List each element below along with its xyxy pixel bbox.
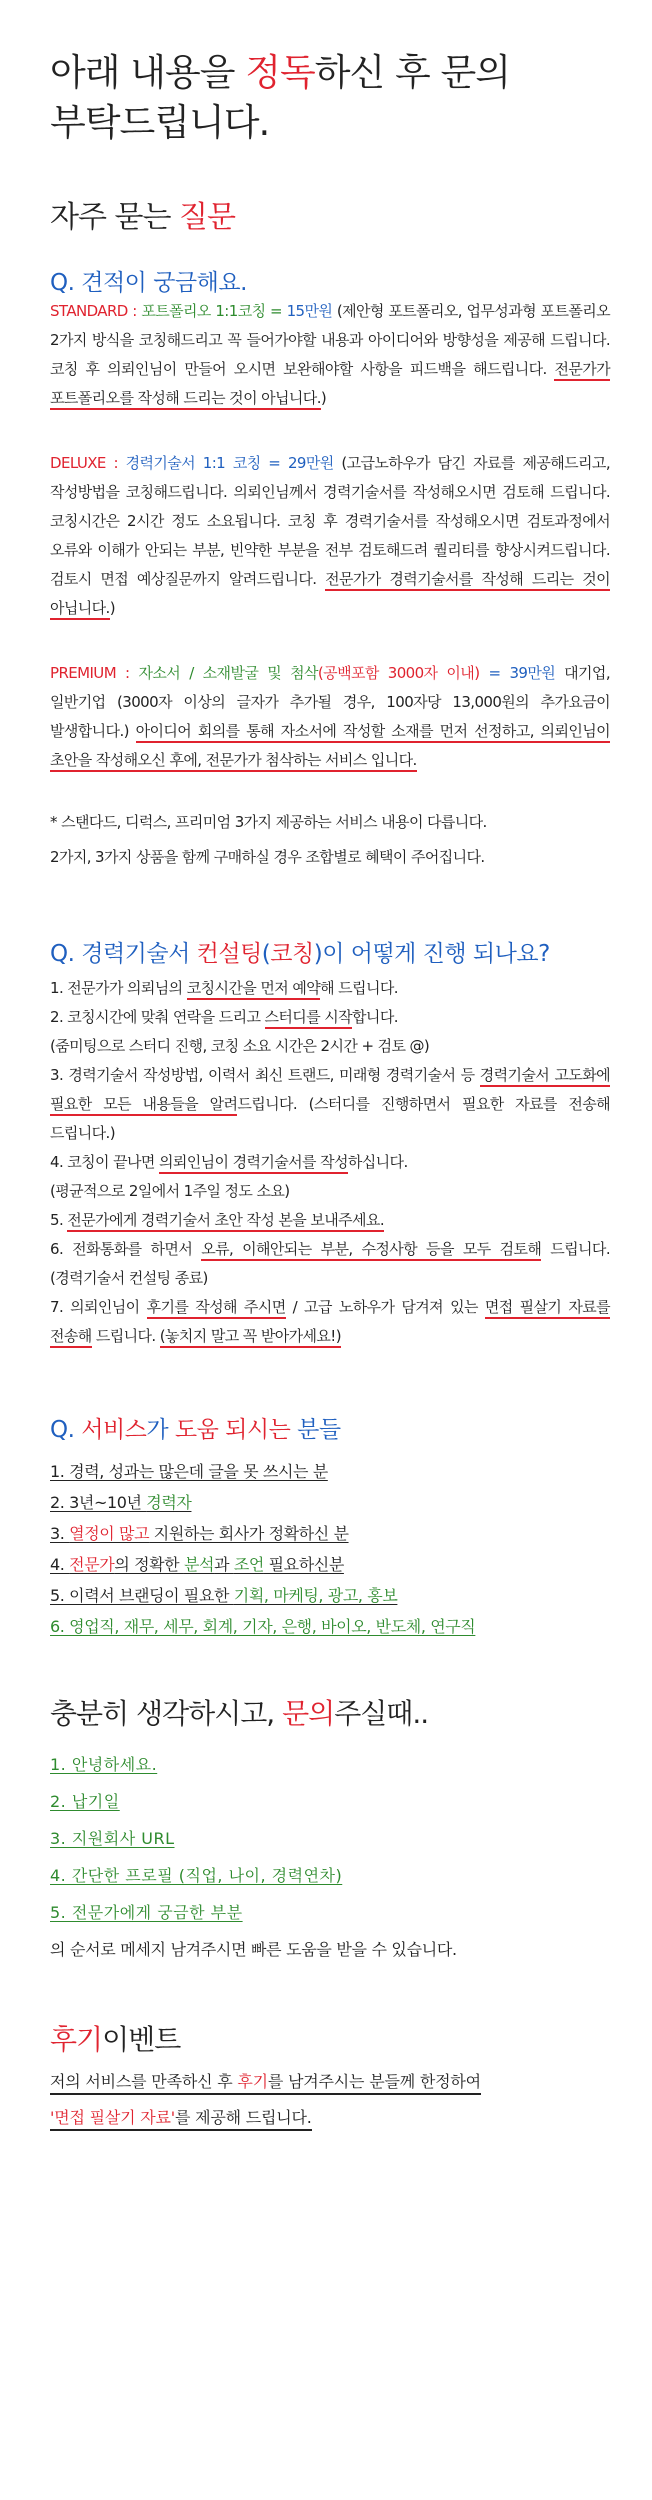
event-text: 저의 서비스를 만족하신 후 <box>50 2072 238 2091</box>
inquiry-item: 1. 안녕하세요. <box>50 1755 158 1774</box>
step-emphasis: 면접 필살기 자료를 전송해 <box>50 1298 610 1348</box>
q3-heading-text: 분들 <box>290 1417 341 1443</box>
step-emphasis: 의뢰인님이 경력기술서를 작성 <box>159 1153 348 1174</box>
inquiry-item: 4. 간단한 프로필 (직업, 나이, 경력연차) <box>50 1866 343 1885</box>
package-price: 15만원 <box>286 302 333 320</box>
event-text: 를 남겨주시는 분들께 한정하여 <box>267 2072 481 2091</box>
package-product: 포트폴리오 1:1코칭 = <box>141 302 287 320</box>
inquiry-closing: 의 순서로 메세지 남겨주시면 빠른 도움을 받을 수 있습니다. <box>50 1940 457 1959</box>
q3-heading-highlight: 도움 되시는 <box>174 1417 291 1443</box>
target-text: 과 <box>214 1555 234 1574</box>
step-text: 해 드립니다. <box>320 979 398 997</box>
step-text: 5. <box>50 1211 68 1229</box>
target-customers <box>50 1456 610 1642</box>
q3-heading-text: Q. <box>50 1417 82 1443</box>
faq-title <box>50 192 610 236</box>
target-item <box>50 1487 610 1518</box>
inquiry-item: 3. 지원회사 URL <box>50 1829 175 1848</box>
q3-heading <box>50 1411 610 1444</box>
step-emphasis: (놓치지 말고 꼭 받아가세요!) <box>160 1327 341 1348</box>
target-text: 의 정확한 <box>114 1555 184 1574</box>
hero-text: 아래 내용을 <box>50 51 246 94</box>
event-line-2 <box>50 2100 610 2136</box>
target-text: 지원하는 회사가 정확하신 분 <box>149 1524 349 1543</box>
event-text: 를 제공해 드립니다. <box>174 2108 312 2127</box>
step-emphasis: 전문가에게 경력기술서 초안 작성 본을 보내주세요. <box>67 1211 384 1232</box>
step-emphasis: 경력기술서 고도화에 필요한 모든 내용들을 알려 <box>50 1066 610 1116</box>
event-highlight: 후기 <box>237 2072 268 2091</box>
target-text: 2. 3년~10년 <box>50 1493 147 1512</box>
target-highlight: 경력자 <box>146 1493 192 1512</box>
step-text: 2. 코칭시간에 맞춰 연락을 드리고 <box>50 1008 265 1026</box>
inquiry-title-text: 주실때.. <box>334 1697 429 1730</box>
step-text: 3. 경력기술서 작성방법, 이력서 최신 트랜드, 미래형 경력기술서 등 <box>50 1066 480 1084</box>
q2-heading-text: ( <box>261 941 271 967</box>
step-3 <box>50 1061 610 1148</box>
package-description: (제안형 포트폴리오, 업무성과형 포트폴리오 2가지 방식을 코칭해드리고 꼭 들어가야할 내용과 아이디어와 방향성을 제공해 드립니다. 코칭 후 의뢰인님이 만들어 오시면 보완해야할 사항을 피드백을 해드립니다. <box>50 302 610 378</box>
step-text: 7. 의뢰인님이 <box>50 1298 147 1316</box>
step-7 <box>50 1293 610 1351</box>
step-emphasis: 스터디를 시작 <box>265 1008 353 1029</box>
q2-heading-text: Q. 경력기술서 <box>50 941 197 967</box>
step-emphasis: 코칭시간을 먼저 예약 <box>187 979 320 1000</box>
step-text: 6. 전화통화를 하면서 <box>50 1240 202 1258</box>
step-5 <box>50 1206 610 1235</box>
event-title <box>50 2018 610 2058</box>
target-item: 6. 영업직, 재무, 세무, 회계, 기자, 은행, 바이오, 반도체, 연구직 <box>50 1617 476 1636</box>
standard-package <box>50 297 610 413</box>
target-text: 4. <box>50 1555 70 1574</box>
step-emphasis: 오류, 이해안되는 부분, 수정사항 등을 모두 검토해 <box>201 1240 541 1261</box>
event-line-1 <box>50 2064 610 2100</box>
package-description: 대기업, 일반기업 (3000자 이상의 글자가 추가될 경우, 100자당 13,000원의 추가요금이 발생합니다.) <box>50 664 610 740</box>
package-limit: (공백포함 3000자 이내) <box>317 664 480 682</box>
inquiry-title-highlight: 문의 <box>282 1697 335 1730</box>
inquiry-checklist <box>50 1746 610 1968</box>
step-emphasis: 후기를 작성해 주시면 <box>147 1298 286 1319</box>
step-text: / 고급 노하우가 담겨져 있는 <box>285 1298 485 1316</box>
step-4-note: (평균적으로 2일에서 1주일 정도 소요) <box>50 1182 290 1200</box>
note-line: 2가지, 3가지 상품을 함께 구매하실 경우 조합별로 혜택이 주어집니다. <box>50 848 485 866</box>
process-steps <box>50 974 610 1351</box>
package-product: 경력기술서 1:1 코칭 = 29만원 <box>125 454 334 472</box>
premium-package <box>50 659 610 775</box>
q3-heading-text: 가 <box>146 1417 175 1443</box>
step-text: 합니다. <box>352 1008 398 1026</box>
step-6 <box>50 1235 610 1293</box>
target-text: 3. <box>50 1524 70 1543</box>
step-text: 하십니다. <box>347 1153 408 1171</box>
target-highlight: 전문가 <box>69 1555 115 1574</box>
event-title-highlight: 후기 <box>50 2023 103 2056</box>
hero-notice <box>50 0 610 148</box>
package-price: 39만원 <box>509 664 556 682</box>
package-disclaimer: 전문가가 경력기술서를 작성해 드리는 것이 아닙니다. <box>50 570 610 620</box>
step-4 <box>50 1148 610 1177</box>
step-1 <box>50 974 610 1003</box>
q2-heading-text: )이 어떻게 진행 되나요? <box>313 941 550 967</box>
hero-line-1 <box>50 48 610 98</box>
target-highlight: 열정이 많고 <box>69 1524 150 1543</box>
faq-title-highlight: 질문 <box>179 200 235 235</box>
target-highlight: 조언 <box>233 1555 264 1574</box>
event-description <box>50 2064 610 2136</box>
target-item <box>50 1518 610 1549</box>
target-highlight: 분석 <box>183 1555 215 1574</box>
step-text: 1. 전문가가 의뢰님의 <box>50 979 187 997</box>
target-text: 5. 이력서 브랜딩이 필요한 <box>50 1586 234 1605</box>
package-note <box>50 805 610 875</box>
event-title-text: 이벤트 <box>102 2023 181 2056</box>
target-highlight: 기획, 마케팅, 광고, 홍보 <box>233 1586 398 1605</box>
inquiry-item: 2. 납기일 <box>50 1792 120 1811</box>
q3-heading-highlight: 서비스 <box>81 1417 147 1443</box>
package-tail: ) <box>109 599 115 617</box>
step-text: 드립니다. (경력기술서 컨설팅 종료) <box>50 1240 610 1287</box>
step-text: 드립니다. (스터디를 진행하면서 필요한 자료를 전송해 드립니다.) <box>50 1095 611 1142</box>
hero-text: 하신 후 문의 <box>314 51 510 94</box>
target-text: 필요하신분 <box>263 1555 344 1574</box>
target-item: 1. 경력, 성과는 많은데 글을 못 쓰시는 분 <box>50 1462 328 1481</box>
step-2-note: (줌미팅으로 스터디 진행, 코칭 소요 시간은 2시간 + 검토 @) <box>50 1037 430 1055</box>
target-item <box>50 1580 610 1611</box>
inquiry-item: 5. 전문가에게 궁금한 부분 <box>50 1903 243 1922</box>
step-text: 드립니다. <box>91 1327 160 1345</box>
package-disclaimer: 아이디어 회의를 통해 자소서에 작성할 소재를 먼저 선정하고, 의뢰인님이 초안을 작성해오신 후에, 전문가가 첨삭하는 서비스 입니다. <box>50 722 610 772</box>
q2-heading-highlight: 컨설팅 <box>196 941 262 967</box>
package-tail: ) <box>320 389 327 407</box>
package-product: 자소서 / 소재발굴 및 첨삭 <box>138 664 318 682</box>
faq-title-text: 자주 묻는 <box>50 200 179 235</box>
target-item <box>50 1549 610 1580</box>
package-label: DELUXE : <box>50 454 126 472</box>
hero-highlight: 정독 <box>245 51 315 94</box>
package-label: STANDARD : <box>50 302 142 320</box>
step-text: 4. 코칭이 끝나면 <box>50 1153 159 1171</box>
step-2 <box>50 1003 610 1032</box>
q1-heading: Q. 견적이 궁금해요. <box>50 270 247 296</box>
event-highlight: '면접 필살기 자료' <box>50 2108 175 2127</box>
inquiry-title <box>50 1692 610 1732</box>
package-label: PREMIUM : <box>50 664 139 682</box>
note-line: * 스탠다드, 디럭스, 프리미엄 3가지 제공하는 서비스 내용이 다릅니다. <box>50 813 487 831</box>
package-eq: = <box>479 664 510 682</box>
deluxe-package <box>50 449 610 623</box>
inquiry-title-text: 충분히 생각하시고, <box>50 1697 283 1730</box>
q2-heading <box>50 935 610 968</box>
q2-heading-highlight: 코칭 <box>270 941 314 967</box>
hero-line-2: 부탁드립니다. <box>50 101 270 144</box>
package-disclaimer: 전문가가 포트폴리오를 작성해 드리는 것이 아닙니다. <box>50 360 610 410</box>
package-description: (고급노하우가 담긴 자료를 제공해드리고, 작성방법을 코칭해드립니다. 의뢰인님께서 경력기술서를 작성해오시면 검토해 드립니다. 코칭시간은 2시간 정도 소요됩니다. 코칭 후 경력기술서를 작성해오시면 검토과정에서 오류와 이해가 안되는 부분, 빈약한 부분을 전부 검토해드려 퀄리티를 향상시켜드립니다. 검토시 면접 예상질문까지 알려드립니다. <box>50 454 610 588</box>
